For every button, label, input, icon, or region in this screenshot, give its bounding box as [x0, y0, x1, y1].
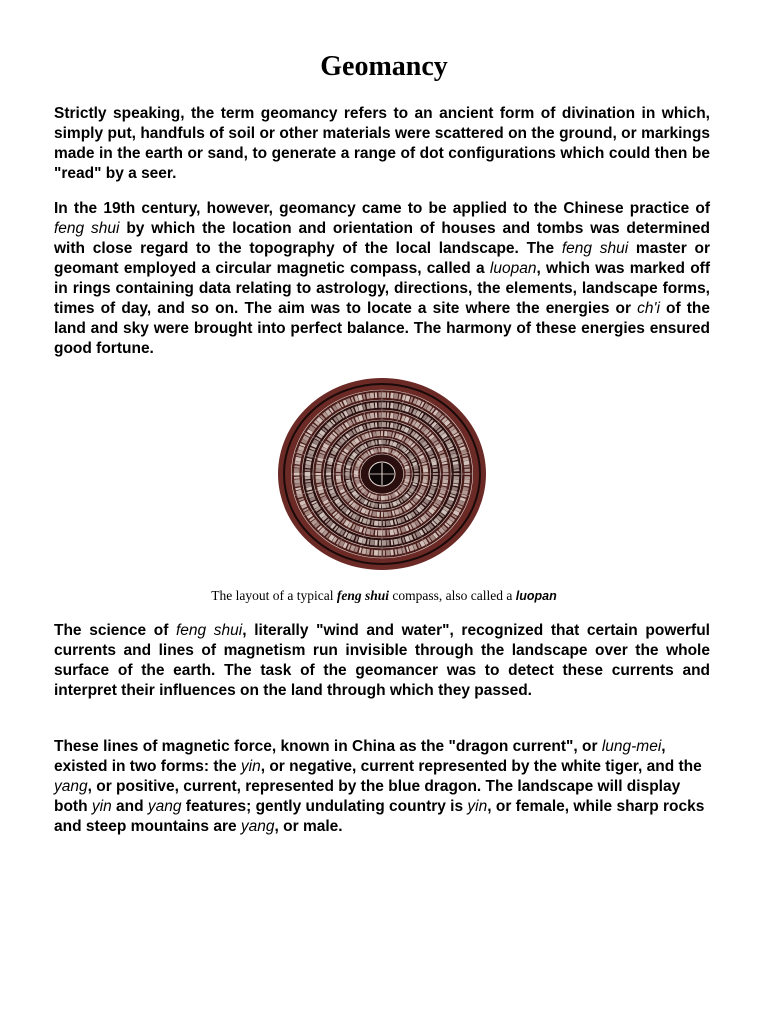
italic-term: yang	[54, 778, 88, 795]
compass-glyph	[378, 392, 381, 398]
text-run: In the 19th century, however, geomancy came to be applied to the Chinese practice of	[54, 200, 710, 217]
compass-glyph	[316, 464, 322, 469]
italic-term: yin	[240, 758, 261, 775]
compass-glyph	[336, 469, 341, 472]
compass-glyph	[378, 530, 382, 536]
compass-glyph	[442, 479, 448, 484]
compass-glyph	[376, 512, 379, 517]
compass-glyph	[389, 529, 394, 535]
compass-glyph	[433, 469, 438, 472]
compass-glyph	[326, 468, 331, 472]
compass-glyph	[372, 511, 377, 517]
compass-glyph	[305, 465, 311, 469]
compass-glyph	[384, 431, 387, 436]
text-run: Strictly speaking, the term geomancy refers to an ancient form of divination in which, simply put, handfuls of soil or other materials were scattered on the ground, or markings made in the earth or sand, to generate a range of dot configurations which could then be "read" by a seer.	[54, 105, 710, 182]
italic-term: ch'i	[637, 300, 660, 317]
compass-glyph	[378, 412, 381, 418]
text-run: , existed in two forms: the	[54, 738, 666, 775]
text-run: of the land and sky were brought into perfect balance. The harmony of these energies ensured good fortune.	[54, 300, 710, 357]
compass-glyph	[463, 461, 469, 466]
text-run: , or positive, current, represented by the blue dragon. The landscape will display both	[54, 778, 681, 815]
compass-glyph	[386, 550, 390, 556]
italic-term: feng shui	[561, 240, 629, 257]
compass-glyph	[294, 477, 300, 479]
compass-glyph	[326, 479, 331, 484]
compass-glyph	[423, 476, 428, 479]
compass-glyph	[294, 479, 300, 483]
compass-glyph	[386, 521, 391, 526]
italic-term: yang	[240, 818, 275, 835]
italic-term: luopan	[489, 260, 537, 277]
compass-glyph	[387, 392, 389, 398]
compass-glyph	[370, 539, 375, 545]
italic-term: yin	[467, 798, 488, 815]
text-run: master or geomant employed a circular magnetic compass, called a	[54, 240, 710, 277]
compass-glyph	[464, 476, 470, 479]
text-run: features; gently undulating country is	[181, 798, 468, 815]
compass-glyph	[382, 412, 386, 418]
compass-glyph	[382, 504, 386, 509]
compass-glyph	[370, 403, 375, 409]
caption-term-feng-shui: feng shui	[336, 588, 390, 603]
compass-glyph	[433, 476, 438, 479]
compass-glyph	[382, 540, 386, 546]
compass-glyph	[379, 440, 382, 445]
compass-glyph	[432, 479, 437, 484]
italic-term: feng shui	[176, 622, 243, 639]
italic-term: lung-mei	[601, 738, 662, 755]
compass-glyph	[387, 431, 392, 437]
compass-glyph	[378, 521, 381, 526]
compass-glyph	[390, 550, 394, 556]
compass-glyph	[378, 550, 381, 556]
compass-glyph	[354, 474, 359, 477]
compass-glyph	[453, 464, 459, 469]
compass-glyph	[305, 469, 311, 471]
text-run: by which the location and orientation of houses and tombs was determined with close regard to the topography of the local landscape. The	[54, 220, 710, 257]
paragraph-dragon-current	[54, 737, 710, 837]
compass-glyph	[370, 393, 375, 399]
text-run: The science of	[54, 622, 176, 639]
compass-glyph	[374, 540, 377, 546]
compass-glyph	[376, 431, 380, 436]
compass-glyph	[336, 475, 341, 479]
luopan-compass-image	[275, 376, 489, 572]
italic-term: yang	[147, 798, 182, 815]
compass-glyph	[453, 479, 459, 484]
text-run: , which was marked off in rings containing data relating to astrology, directions, the elements, landscape forms, times of day, and so on. The aim was to locate a site where the energies or	[54, 260, 710, 317]
compass-glyph	[405, 468, 410, 473]
compass-glyph	[382, 440, 386, 445]
compass-glyph	[374, 521, 379, 526]
text-run: , or male.	[274, 818, 343, 835]
compass-glyph	[370, 413, 375, 419]
compass-glyph	[423, 468, 428, 472]
compass-glyph	[375, 392, 377, 398]
compass-glyph	[464, 479, 470, 483]
paragraph-geomancy-definition	[54, 104, 710, 184]
compass-glyph	[382, 402, 386, 408]
compass-glyph	[374, 550, 378, 556]
compass-glyph	[316, 469, 322, 472]
compass-glyph	[454, 476, 460, 479]
compass-glyph	[443, 476, 449, 479]
paragraph-feng-shui-history	[54, 199, 710, 359]
compass-glyph	[454, 469, 460, 471]
italic-term: yin	[91, 798, 112, 815]
page-title: Geomancy	[320, 51, 448, 82]
text-run: , or female, while sharp rocks and steep mountains are	[54, 798, 705, 835]
compass-glyph	[316, 475, 322, 479]
compass-glyph	[382, 422, 386, 427]
caption-text-middle: compass, also called a	[389, 588, 516, 603]
compass-glyph	[378, 422, 381, 427]
compass-glyph	[379, 540, 381, 546]
text-run: , literally "wind and water", recognized that certain powerful currents and lines of magnetism run invisible through the landscape over the whole surface of the earth. The task of the geomancer was to detect these currents and interpret their influences on the land through which they passed.	[54, 622, 710, 699]
italic-term: feng shui	[54, 220, 120, 237]
compass-glyph	[326, 476, 331, 478]
text-run: , or negative, current represented by the white tiger, and the	[260, 758, 702, 775]
compass-glyph	[379, 504, 381, 509]
compass-glyph	[345, 476, 350, 479]
compass-glyph	[384, 512, 388, 517]
figure-caption	[0, 588, 768, 604]
compass-glyph	[294, 468, 300, 472]
compass-glyph	[378, 402, 381, 408]
compass-glyph	[386, 540, 389, 546]
text-run: These lines of magnetic force, known in China as the "dragon current", or	[54, 738, 602, 755]
compass-glyph	[305, 476, 311, 479]
compass-glyph	[443, 468, 449, 472]
paragraph-wind-and-water	[54, 621, 710, 701]
text-run: and	[111, 798, 148, 815]
compass-glyph	[464, 469, 470, 472]
compass-glyph	[382, 530, 385, 536]
compass-glyph	[422, 479, 428, 484]
compass-glyph	[390, 393, 394, 399]
compass-glyph	[336, 465, 342, 470]
compass-glyph	[381, 496, 385, 501]
compass-glyph	[383, 521, 385, 526]
caption-text-prefix: The layout of a typical	[211, 588, 337, 603]
compass-glyph	[382, 392, 386, 398]
caption-term-luopan: luopan	[515, 589, 557, 603]
compass-glyph	[383, 550, 385, 556]
